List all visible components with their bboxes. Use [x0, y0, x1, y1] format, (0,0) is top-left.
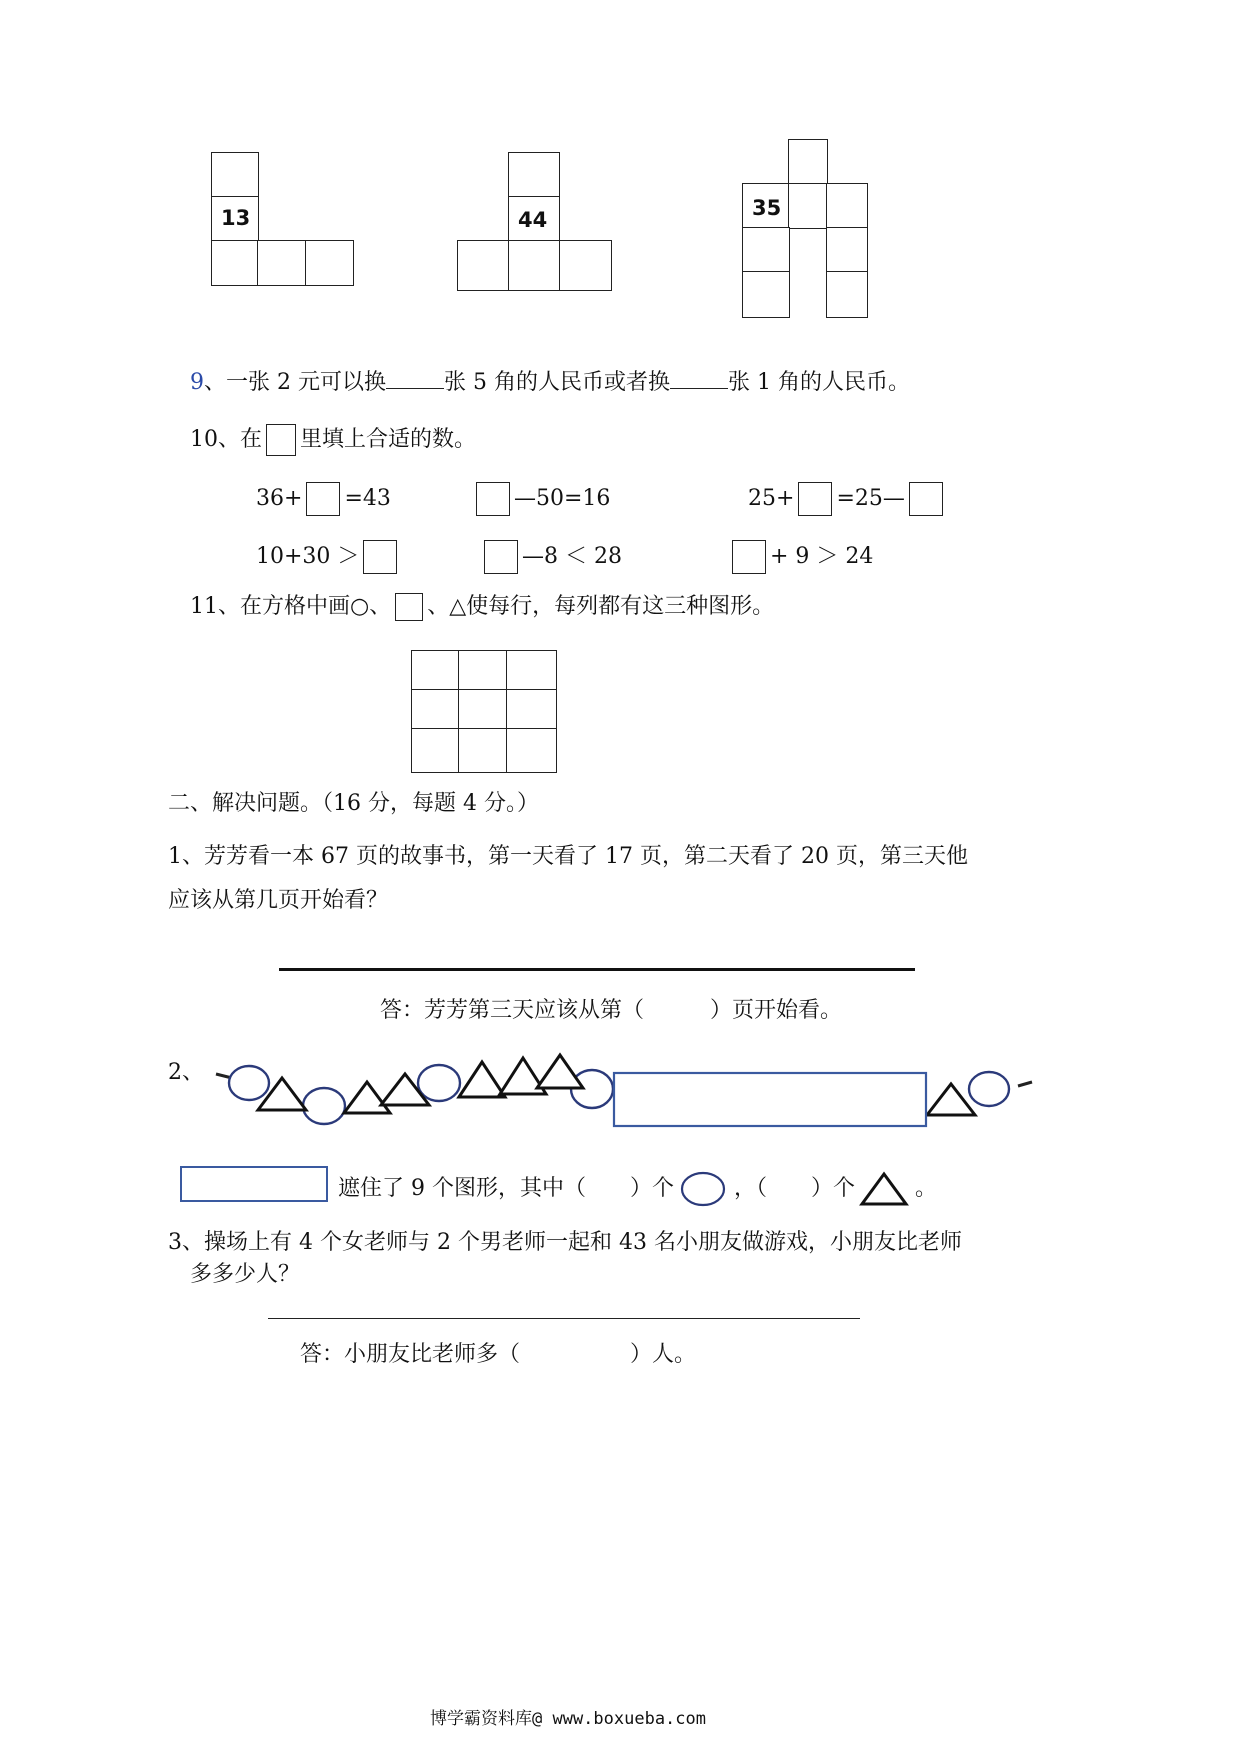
- question-9-text-a: 一张 2 元可以换: [226, 370, 386, 395]
- problem-1-line-2: 应该从第几页开始看？: [168, 888, 389, 913]
- problem-2-label: 2、: [168, 1060, 204, 1085]
- q10-eq-6: [728, 540, 873, 574]
- triangle-bead: [344, 1082, 390, 1113]
- answer-blank-2[interactable]: [670, 366, 728, 389]
- grid-cell: [742, 271, 790, 318]
- grid-cell: [559, 240, 612, 291]
- question-9-sep: 、: [204, 370, 227, 395]
- working-line[interactable]: [279, 968, 915, 971]
- grid-cell: [257, 240, 307, 286]
- circle-bead: [303, 1088, 345, 1124]
- square-shape-icon: [395, 593, 423, 621]
- grid-cell: [788, 139, 828, 185]
- q10-eq-5-b: —8 ＜ 28: [522, 544, 622, 569]
- circle-bead: [418, 1065, 460, 1101]
- question-9-text-b: 张 5 角的人民币或者换: [444, 370, 670, 395]
- grid-cell[interactable]: [411, 728, 460, 773]
- covering-box-legend: [180, 1166, 328, 1202]
- problem-3-line-2: 多多少人？: [190, 1262, 301, 1287]
- problem-1-line-1: 1、芳芳看一本 67 页的故事书，第一天看了 17 页，第二天看了 20 页，第三天他: [168, 844, 968, 869]
- problem-2-text-b: ，（ ）个: [734, 1176, 856, 1201]
- circle-icon: [680, 1170, 728, 1208]
- q10-eq-1-a: 36+: [256, 486, 303, 511]
- grid-cell: [211, 152, 259, 198]
- q10-eq-3: [748, 482, 947, 516]
- grid-cell[interactable]: [506, 689, 557, 730]
- q10-eq-2-b: —50=16: [514, 486, 611, 511]
- q10-eq-1: [256, 482, 391, 516]
- triangle-bead: [927, 1084, 975, 1115]
- grid-cell: [742, 227, 790, 273]
- footer-watermark: 博学霸资料库@ www.boxueba.com: [430, 1709, 706, 1729]
- grid-cell: [508, 152, 560, 198]
- question-10-prompt: [190, 424, 476, 456]
- grid-cell[interactable]: [411, 689, 460, 730]
- grid-cell: [788, 183, 828, 229]
- question-11-prompt-a: 11、在方格中画○、: [190, 594, 392, 619]
- figure-1-number: 13: [221, 206, 251, 230]
- answer-box[interactable]: [732, 540, 766, 574]
- grid-cell[interactable]: [506, 728, 557, 773]
- question-10-prompt-a: 10、在: [190, 427, 262, 452]
- figure-2-number: 44: [518, 208, 548, 232]
- grid-cell: [826, 271, 868, 318]
- q10-eq-5: [480, 540, 622, 574]
- problem-1-answer: 答：芳芳第三天应该从第（ ）页开始看。: [380, 998, 843, 1023]
- grid-cell[interactable]: [458, 689, 508, 730]
- grid-cell[interactable]: [458, 728, 508, 773]
- grid-cell: [211, 240, 259, 286]
- triangle-bead: [459, 1062, 505, 1097]
- q10-eq-3-a: 25+: [748, 486, 795, 511]
- problem-3-answer: 答：小朋友比老师多（ ）人。: [300, 1342, 697, 1367]
- problem-3-line-1: 3、操场上有 4 个女老师与 2 个男老师一起和 43 名小朋友做游戏，小朋友比老师: [168, 1230, 962, 1255]
- answer-box[interactable]: [363, 540, 397, 574]
- grid-cell: [826, 227, 868, 273]
- figure-3-number: 35: [752, 196, 782, 220]
- answer-blank-1[interactable]: [386, 366, 444, 389]
- q10-eq-4: [256, 540, 401, 574]
- q10-eq-6-b: + 9 ＞ 24: [770, 544, 874, 569]
- covering-box: [614, 1073, 926, 1126]
- problem-2-text: [338, 1170, 937, 1208]
- grid-cell: [826, 183, 868, 229]
- q10-eq-4-a: 10+30 ＞: [256, 544, 360, 569]
- question-11-prompt-b: 、△使每行，每列都有这三种图形。: [427, 594, 775, 619]
- bead-string-figure: [210, 1050, 1040, 1135]
- question-9-text-c: 张 1 角的人民币。: [727, 370, 910, 395]
- question-9-number: 9: [190, 370, 204, 395]
- grid-cell[interactable]: [411, 650, 460, 691]
- problem-2-text-c: 。: [915, 1176, 938, 1201]
- q10-eq-1-b: =43: [344, 486, 391, 511]
- triangle-icon: [859, 1170, 911, 1208]
- question-11-prompt: [190, 592, 774, 622]
- circle-bead: [229, 1066, 269, 1100]
- example-box: [266, 424, 296, 456]
- working-line[interactable]: [268, 1318, 860, 1319]
- triangle-bead: [537, 1055, 583, 1088]
- grid-cell: [508, 240, 561, 291]
- answer-box[interactable]: [909, 482, 943, 516]
- answer-box[interactable]: [484, 540, 518, 574]
- q10-eq-3-b: =25—: [836, 486, 905, 511]
- grid-cell: [457, 240, 510, 291]
- question-10-prompt-b: 里填上合适的数。: [300, 427, 477, 452]
- q10-eq-2: [472, 482, 610, 516]
- answer-box[interactable]: [476, 482, 510, 516]
- circle-bead: [969, 1072, 1009, 1106]
- section-2-heading: 二、解决问题。（16 分，每题 4 分。）: [168, 791, 539, 816]
- grid-cell[interactable]: [458, 650, 508, 691]
- problem-2-text-a: 遮住了 9 个图形，其中（ ）个: [338, 1176, 674, 1201]
- grid-cell[interactable]: [506, 650, 557, 691]
- answer-box[interactable]: [306, 482, 340, 516]
- grid-cell: [305, 240, 354, 286]
- question-9: [190, 366, 910, 398]
- answer-box[interactable]: [798, 482, 832, 516]
